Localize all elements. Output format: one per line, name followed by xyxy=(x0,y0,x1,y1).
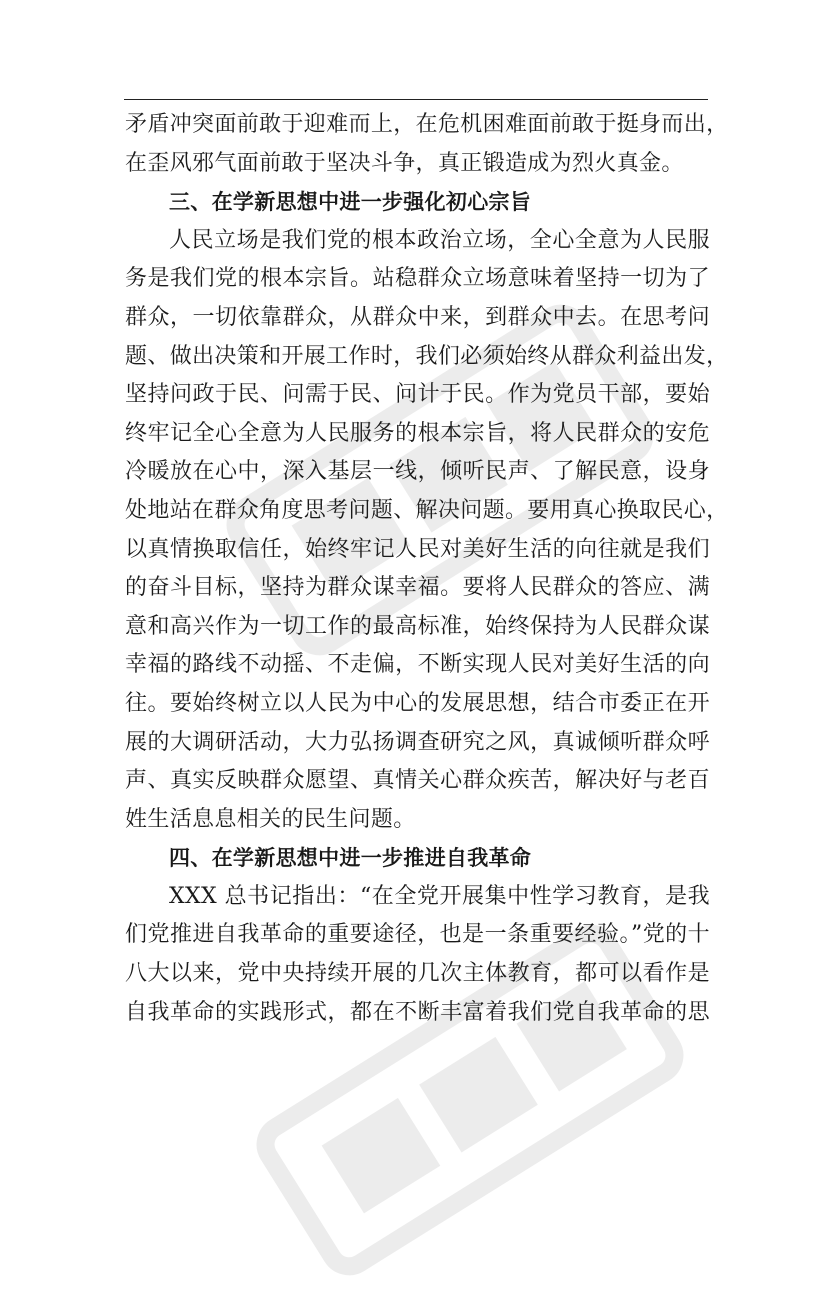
text-line: 意和高兴作为一切工作的最高标准，始终保持为人民群众谋 xyxy=(125,613,710,639)
text-line: 终牢记全心全意为人民服务的根本宗旨，将人民群众的安危 xyxy=(125,420,710,446)
document-body xyxy=(125,106,729,1032)
text-line: 群众，一切依靠群众，从群众中来，到群众中去。在思考问 xyxy=(125,304,710,330)
text-line: 往。要始终树立以人民为中心的发展思想，结合市委正在开 xyxy=(125,690,710,716)
paragraph xyxy=(125,106,729,183)
header-rule xyxy=(124,99,708,100)
text-line: 幸福的路线不动摇、不走偏，不断实现人民对美好生活的向 xyxy=(125,652,710,678)
section-heading: 四、在学新思想中进一步推进自我革命 xyxy=(169,846,532,871)
text-line: 题、做出决策和开展工作时，我们必须始终从群众利益出发， xyxy=(125,343,729,369)
text-line: 人民立场是我们党的根本政治立场，全心全意为人民服 xyxy=(169,227,710,253)
text-line: 声、真实反映群众愿望、真情关心群众疾苦，解决好与老百 xyxy=(125,768,710,794)
paragraph xyxy=(125,222,729,840)
text-line: 以真情换取信任，始终牢记人民对美好生活的向往就是我们 xyxy=(125,536,710,562)
text-line: 在歪风邪气面前敢于坚决斗争，真正锻造成为烈火真金。 xyxy=(125,150,684,176)
text-line: 展的大调研活动，大力弘扬调查研究之风，真诚倾听群众呼 xyxy=(125,729,710,755)
text-line: 八大以来，党中央持续开展的几次主体教育，都可以看作是 xyxy=(125,961,710,987)
text-line: 冷暖放在心中，深入基层一线，倾听民声、了解民意，设身 xyxy=(125,459,710,485)
text-line: 矛盾冲突面前敢于迎难而上，在危机困难面前敢于挺身而出， xyxy=(125,112,729,137)
text-line: 务是我们党的根本宗旨。站稳群众立场意味着坚持一切为了 xyxy=(125,266,710,292)
text-line: 坚持问政于民、问需于民、问计于民。作为党员干部，要始 xyxy=(125,382,710,408)
paragraph xyxy=(125,878,710,1032)
text-line: 处地站在群众角度思考问题、解决问题。要用真心换取民心， xyxy=(125,497,729,523)
text-line: 们党推进自我革命的重要途径，也是一条重要经验。”党的十 xyxy=(125,922,710,948)
section-heading: 三、在学新思想中进一步强化初心宗旨 xyxy=(169,190,532,215)
text-line: 自我革命的实践形式，都在不断丰富着我们党自我革命的思 xyxy=(125,999,710,1025)
text-line: 姓生活息息相关的民生问题。 xyxy=(125,806,416,832)
text-line: XXX 总书记指出：“在全党开展集中性学习教育，是我 xyxy=(169,883,710,909)
text-line: 的奋斗目标，坚持为群众谋幸福。要将人民群众的答应、满 xyxy=(125,575,710,601)
